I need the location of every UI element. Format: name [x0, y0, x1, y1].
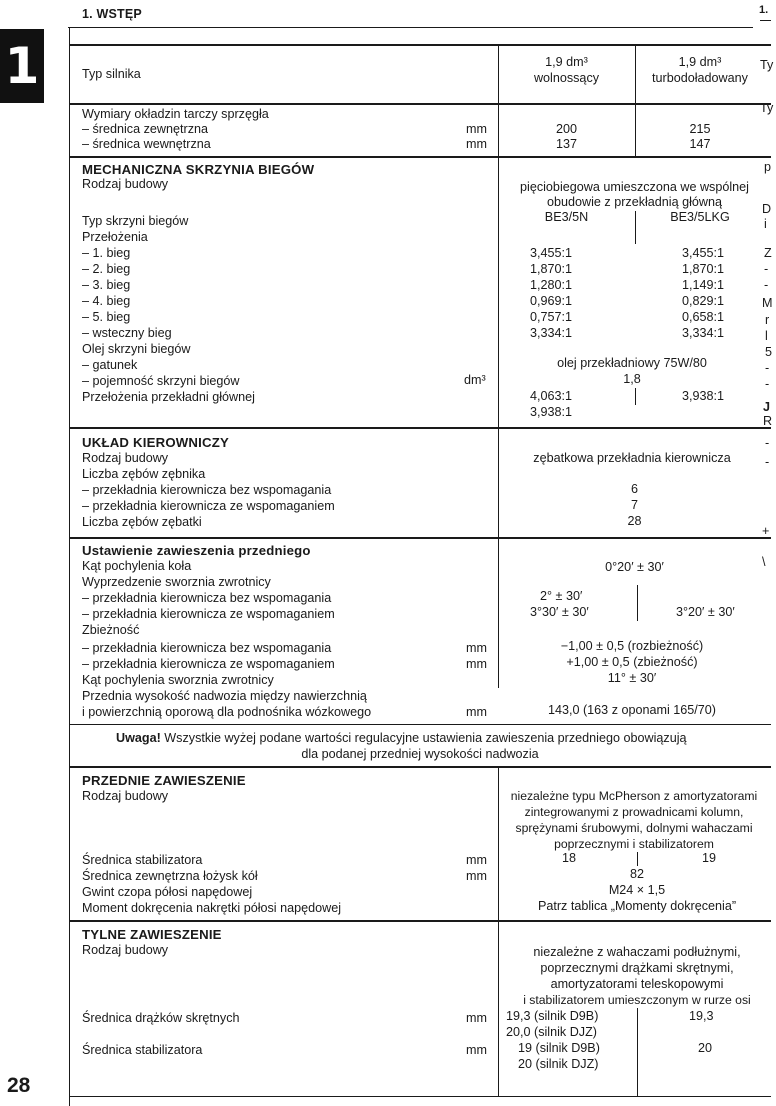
toe-row-2-value: +1,00 ± 0,5 (zbieżność): [566, 655, 698, 669]
row-rule: [69, 156, 771, 158]
fragment-rule: [760, 20, 771, 21]
margin-fragment: J: [763, 400, 771, 414]
next-page-fragment: 1.: [759, 4, 769, 16]
bearing-value: 82: [629, 867, 644, 881]
torsion-label: Średnica drążków skrętnych: [82, 1011, 240, 1025]
engine-type-label: Typ silnika: [82, 67, 141, 81]
toe-row-2-label: – przekładnia kierownicza ze wspomaganiem: [82, 657, 335, 671]
clutch-outer-label: – średnica zewnętrzna: [82, 122, 209, 136]
margin-fragment: i: [764, 217, 767, 231]
torsion-unit: mm: [466, 1011, 487, 1025]
gear-5-label: – 5. bieg: [82, 310, 131, 324]
gear-reverse-v2: 3,334:1: [682, 326, 725, 340]
toe-row-1-value: −1,00 ± 0,5 (rozbieżność): [560, 639, 704, 653]
clutch-inner-unit: mm: [466, 137, 487, 151]
clutch-outer-unit: mm: [466, 122, 487, 136]
height-label-2: i powierzchnią oporową dla podnośnika wózkowego: [82, 705, 372, 719]
margin-fragment: M: [762, 296, 773, 310]
column-divider: [637, 1008, 638, 1096]
gear-reverse-v1: 3,334:1: [530, 326, 573, 340]
front-susp-type-line1: niezależne typu McPherson z amortyzatorami: [510, 789, 758, 803]
bearing-label: Średnica zewnętrzna łożysk kół: [82, 869, 258, 883]
gearbox-type-label: Rodzaj budowy: [82, 177, 169, 191]
rear-stab-v1a: 19 (silnik D9B): [518, 1041, 600, 1055]
gear-4-label: – 4. bieg: [82, 294, 131, 308]
gearbox-model-v1: BE3/5N: [544, 210, 589, 224]
clutch-title: Wymiary okładzin tarczy sprzęgła: [82, 107, 269, 121]
rack-label: Liczba zębów zębatki: [82, 515, 202, 529]
rear-stab-v2: 20: [698, 1041, 713, 1055]
toe-row-1-label: – przekładnia kierownicza bez wspomagania: [82, 641, 332, 655]
oil-capacity-label: – pojemność skrzyni biegów: [82, 374, 240, 388]
clutch-inner-v1: 137: [555, 137, 577, 151]
column-divider: [637, 852, 638, 866]
margin-fragment: -: [764, 278, 769, 292]
table-bottom-rule: [69, 1096, 771, 1097]
gearbox-type-line1: pięciobiegowa umieszczona we wspólnej: [520, 180, 749, 194]
gear-4-v1: 0,969:1: [530, 294, 573, 308]
gear-5-v1: 0,757:1: [530, 310, 573, 324]
section-header: 1. WSTĘP: [82, 7, 142, 21]
pinion-label: Liczba zębów zębnika: [82, 467, 206, 481]
height-unit: mm: [466, 705, 487, 719]
rear-stab-unit: mm: [466, 1043, 487, 1057]
toe-row-1-unit: mm: [466, 641, 487, 655]
front-suspension-type-label: Rodzaj budowy: [82, 789, 169, 803]
rear-susp-type-line2: poprzecznymi drążkami skrętnymi,: [540, 961, 734, 975]
oil-label: Olej skrzyni biegów: [82, 342, 191, 356]
rear-stab-v1b: 20 (silnik DJZ): [518, 1057, 599, 1071]
front-suspension-heading: PRZEDNIE ZAWIESZENIE: [82, 773, 246, 788]
pinion-row-2-value: 7: [630, 498, 638, 512]
clutch-inner-v2: 147: [689, 137, 711, 151]
engine-col1-line1: 1,9 dm³: [545, 55, 588, 69]
caster-label: Wyprzedzenie sworznia zwrotnicy: [82, 575, 271, 589]
gear-1-label: – 1. bieg: [82, 246, 131, 260]
caster-row-1-v1: 2° ± 30′: [540, 589, 583, 603]
pinion-row-1-label: – przekładnia kierownicza bez wspomagania: [82, 483, 332, 497]
row-rule: [69, 920, 771, 922]
final-drive-v1b: 3,938:1: [530, 405, 573, 419]
final-drive-v2: 3,938:1: [682, 389, 725, 403]
margin-fragment: Z: [764, 246, 772, 260]
thread-label: Gwint czopa półosi napędowej: [82, 885, 253, 899]
page-number: 28: [7, 1074, 31, 1097]
front-susp-type-line2: zintegrowanymi z prowadnicami kolumn,: [524, 805, 744, 819]
kpi-label: Kąt pochylenia sworznia zwrotnicy: [82, 673, 274, 687]
clutch-outer-v1: 200: [555, 122, 577, 136]
margin-fragment: r: [765, 313, 770, 327]
gearbox-model-v2: BE3/5LKG: [670, 210, 730, 224]
steering-heading: UKŁAD KIEROWNICZY: [82, 435, 229, 450]
clutch-inner-label: – średnica wewnętrzna: [82, 137, 211, 151]
front-susp-type-line4: poprzecznymi i stabilizatorem: [554, 837, 714, 851]
row-rule: [69, 427, 771, 429]
oil-capacity-unit: dm³: [464, 373, 486, 387]
header-rule: [68, 27, 753, 28]
margin-fragment: l: [765, 329, 768, 343]
height-value: 143,0 (163 z oponami 165/70): [547, 703, 717, 717]
engine-col2-line2: turbodoładowany: [652, 71, 748, 85]
note-text-1: Wszystkie wyżej podane wartości regulacyjne ustawienia zawieszenia przedniego obowiązują: [160, 731, 687, 745]
row-rule: [69, 724, 771, 725]
engine-col2-line1: 1,9 dm³: [678, 55, 722, 69]
camber-label: Kąt pochylenia koła: [82, 559, 192, 573]
torsion-v1a: 19,3 (silnik D9B): [506, 1009, 599, 1023]
caster-row-1-label: – przekładnia kierownicza bez wspomagania: [82, 591, 332, 605]
note-line-2: dla podanej przedniej wysokości nadwozia: [301, 747, 539, 761]
toe-label: Zbieżność: [82, 623, 140, 637]
steering-type-value: zębatkowa przekładnia kierownicza: [533, 451, 731, 465]
margin-fragment: p: [764, 160, 772, 174]
rear-susp-type-line4: i stabilizatorem umieszczonym w rurze osi: [523, 993, 751, 1007]
height-label-1: Przednia wysokość nadwozia między nawierzchnią: [82, 689, 367, 703]
rear-suspension-type-label: Rodzaj budowy: [82, 943, 169, 957]
row-rule: [69, 766, 771, 768]
note-bold: Uwaga!: [116, 731, 161, 745]
rear-susp-type-line3: amortyzatorami teleskopowymi: [550, 977, 724, 991]
caster-row-2-label: – przekładnia kierownicza ze wspomaganiem: [82, 607, 335, 621]
camber-value: 0°20′ ± 30′: [605, 560, 664, 574]
caster-row-2-v2: 3°20′ ± 30′: [676, 605, 735, 619]
pinion-row-2-label: – przekładnia kierownicza ze wspomaganiem: [82, 499, 335, 513]
gearbox-model-label: Typ skrzyni biegów: [82, 214, 189, 228]
margin-fragment: -: [765, 361, 770, 375]
gear-2-v1: 1,870:1: [530, 262, 573, 276]
margin-fragment: +: [762, 524, 770, 538]
gear-3-v2: 1,149:1: [682, 278, 725, 292]
front-susp-type-line3: sprężynami śrubowymi, dolnymi wahaczami: [515, 821, 753, 835]
column-divider: [637, 585, 638, 621]
final-drive-label: Przełożenia przekładni głównej: [82, 390, 255, 404]
margin-fragment: D: [762, 202, 772, 216]
front-stab-label: Średnica stabilizatora: [82, 853, 203, 867]
thread-value: M24 × 1,5: [608, 883, 666, 897]
gear-1-v1: 3,455:1: [530, 246, 573, 260]
column-divider: [635, 388, 636, 405]
gearbox-type-line2: obudowie z przekładnią główną: [546, 195, 723, 209]
oil-grade-value: olej przekładniowy 75W/80: [557, 356, 707, 370]
pinion-row-1-value: 6: [630, 482, 638, 496]
rear-susp-type-line1: niezależne z wahaczami podłużnymi,: [533, 945, 741, 959]
ratios-label: Przełożenia: [82, 230, 148, 244]
margin-fragment: Ty: [760, 101, 774, 115]
gear-3-v1: 1,280:1: [530, 278, 573, 292]
margin-fragment: -: [765, 455, 770, 469]
gear-4-v2: 0,829:1: [682, 294, 725, 308]
margin-fragment: 5: [765, 345, 773, 359]
margin-fragment: -: [764, 262, 769, 276]
column-divider: [635, 211, 636, 244]
oil-grade-label: – gatunek: [82, 358, 138, 372]
front-stab-unit: mm: [466, 853, 487, 867]
kpi-value: 11° ± 30′: [607, 671, 657, 685]
engine-col1-line2: wolnossący: [533, 71, 600, 85]
left-margin-rule: [69, 27, 70, 1106]
row-rule: [69, 537, 771, 539]
torque-value: Patrz tablica „Momenty dokręcenia”: [537, 899, 737, 913]
gear-reverse-label: – wsteczny bieg: [82, 326, 172, 340]
row-rule: [69, 103, 771, 105]
note-line-1: [116, 731, 687, 747]
margin-fragment: Ty: [760, 58, 774, 72]
margin-fragment: -: [765, 436, 770, 450]
gear-2-v2: 1,870:1: [682, 262, 725, 276]
front-stab-v2: 19: [702, 851, 717, 865]
front-stab-v1: 18: [562, 851, 577, 865]
gear-1-v2: 3,455:1: [682, 246, 725, 260]
gear-5-v2: 0,658:1: [682, 310, 725, 324]
gear-3-label: – 3. bieg: [82, 278, 131, 292]
margin-fragment: \: [762, 555, 766, 569]
clutch-outer-v2: 215: [689, 122, 711, 136]
torque-label: Moment dokręcenia nakrętki półosi napędowej: [82, 901, 342, 915]
rack-value: 28: [627, 514, 642, 528]
chapter-tab: 1: [0, 29, 44, 103]
toe-row-2-unit: mm: [466, 657, 487, 671]
rear-suspension-heading: TYLNE ZAWIESZENIE: [82, 927, 222, 942]
margin-fragment: -: [765, 377, 770, 391]
gear-2-label: – 2. bieg: [82, 262, 131, 276]
bearing-unit: mm: [466, 869, 487, 883]
torsion-v2: 19,3: [689, 1009, 714, 1023]
steering-type-label: Rodzaj budowy: [82, 451, 169, 465]
alignment-heading: Ustawienie zawieszenia przedniego: [82, 543, 311, 558]
margin-fragment: R: [763, 414, 773, 428]
torsion-v1b: 20,0 (silnik DJZ): [506, 1025, 597, 1039]
rear-stab-label: Średnica stabilizatora: [82, 1043, 203, 1057]
final-drive-v1a: 4,063:1: [530, 389, 573, 403]
oil-capacity-value: 1,8: [623, 372, 641, 386]
caster-row-2-v1: 3°30′ ± 30′: [530, 605, 589, 619]
gearbox-heading: MECHANICZNA SKRZYNIA BIEGÓW: [82, 162, 315, 177]
table-top-rule: [69, 44, 771, 46]
